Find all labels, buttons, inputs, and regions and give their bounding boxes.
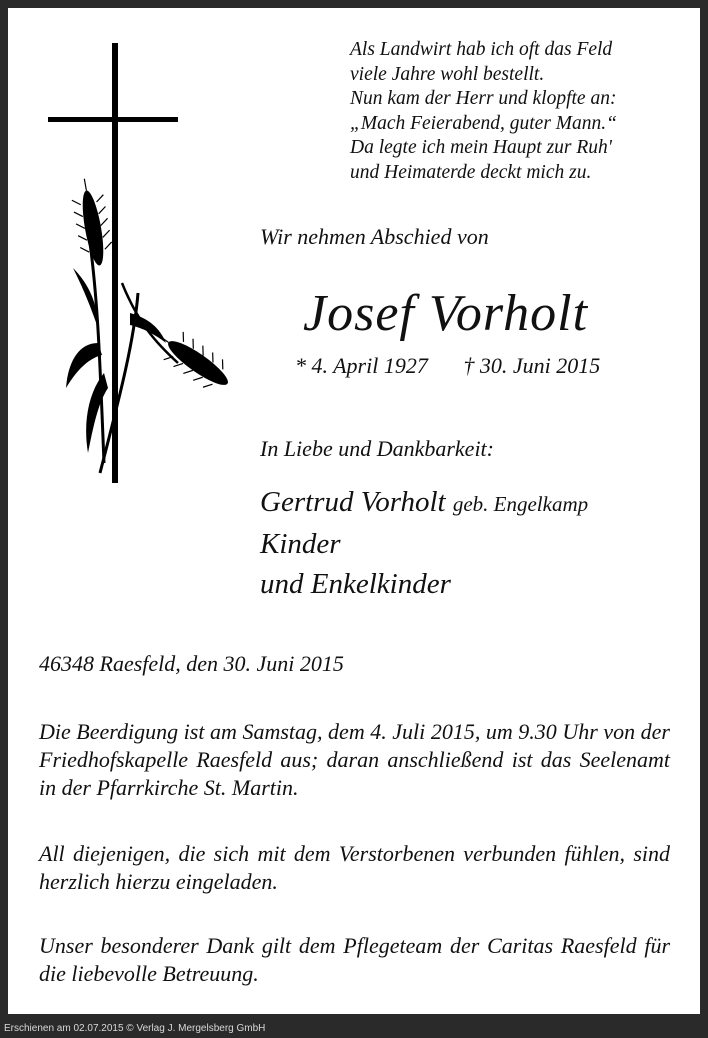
life-dates [295, 353, 600, 379]
poem-line: Da legte ich mein Haupt zur Ruh' [350, 137, 612, 159]
death-date: † 30. Juni 2015 [463, 353, 601, 378]
cross-with-wheat-icon [38, 43, 228, 493]
deceased-name: Josef Vorholt [303, 285, 589, 342]
mourners [260, 482, 588, 604]
poem-line: und Heimaterde deckt mich zu. [350, 161, 592, 183]
birth-date: * 4. April 1927 [295, 353, 428, 378]
publication-footer: Erschienen am 02.07.2015 © Verlag J. Mergelsberg GmbH [0, 1019, 708, 1038]
gratitude-line: In Liebe und Dankbarkeit: [260, 436, 494, 461]
poem-line: „Mach Feierabend, guter Mann.“ [350, 112, 618, 134]
poem-line: viele Jahre wohl bestellt. [350, 63, 545, 85]
funeral-paragraph: Die Beerdigung ist am Samstag, dem 4. Juli 2015, um 9.30 Uhr von der Friedhofskapelle Raesfeld aus; daran anschließend ist das Seelenamt in der Pfarrkirche St. Martin. [39, 719, 670, 800]
children-line: Kinder [260, 528, 341, 560]
thanks-paragraph: Unser besonderer Dank gilt dem Pflegeteam der Caritas Raesfeld für die liebevolle Betreuung. [39, 933, 670, 986]
poem [350, 38, 617, 186]
grandchildren-line: und Enkelkinder [260, 568, 451, 600]
obituary-card [8, 8, 700, 1014]
poem-line: Nun kam der Herr und klopfte an: [350, 88, 617, 110]
invitation-paragraph: All diejenigen, die sich mit dem Verstorbenen verbunden fühlen, sind herzlich hierzu eingeladen. [39, 841, 670, 894]
spouse-name: Gertrud Vorholt [260, 486, 446, 518]
place-date: 46348 Raesfeld, den 30. Juni 2015 [39, 651, 344, 676]
spouse-maiden-name: geb. Engelkamp [452, 492, 589, 516]
poem-line: Als Landwirt hab ich oft das Feld [350, 39, 613, 60]
farewell-line: Wir nehmen Abschied von [260, 224, 489, 249]
